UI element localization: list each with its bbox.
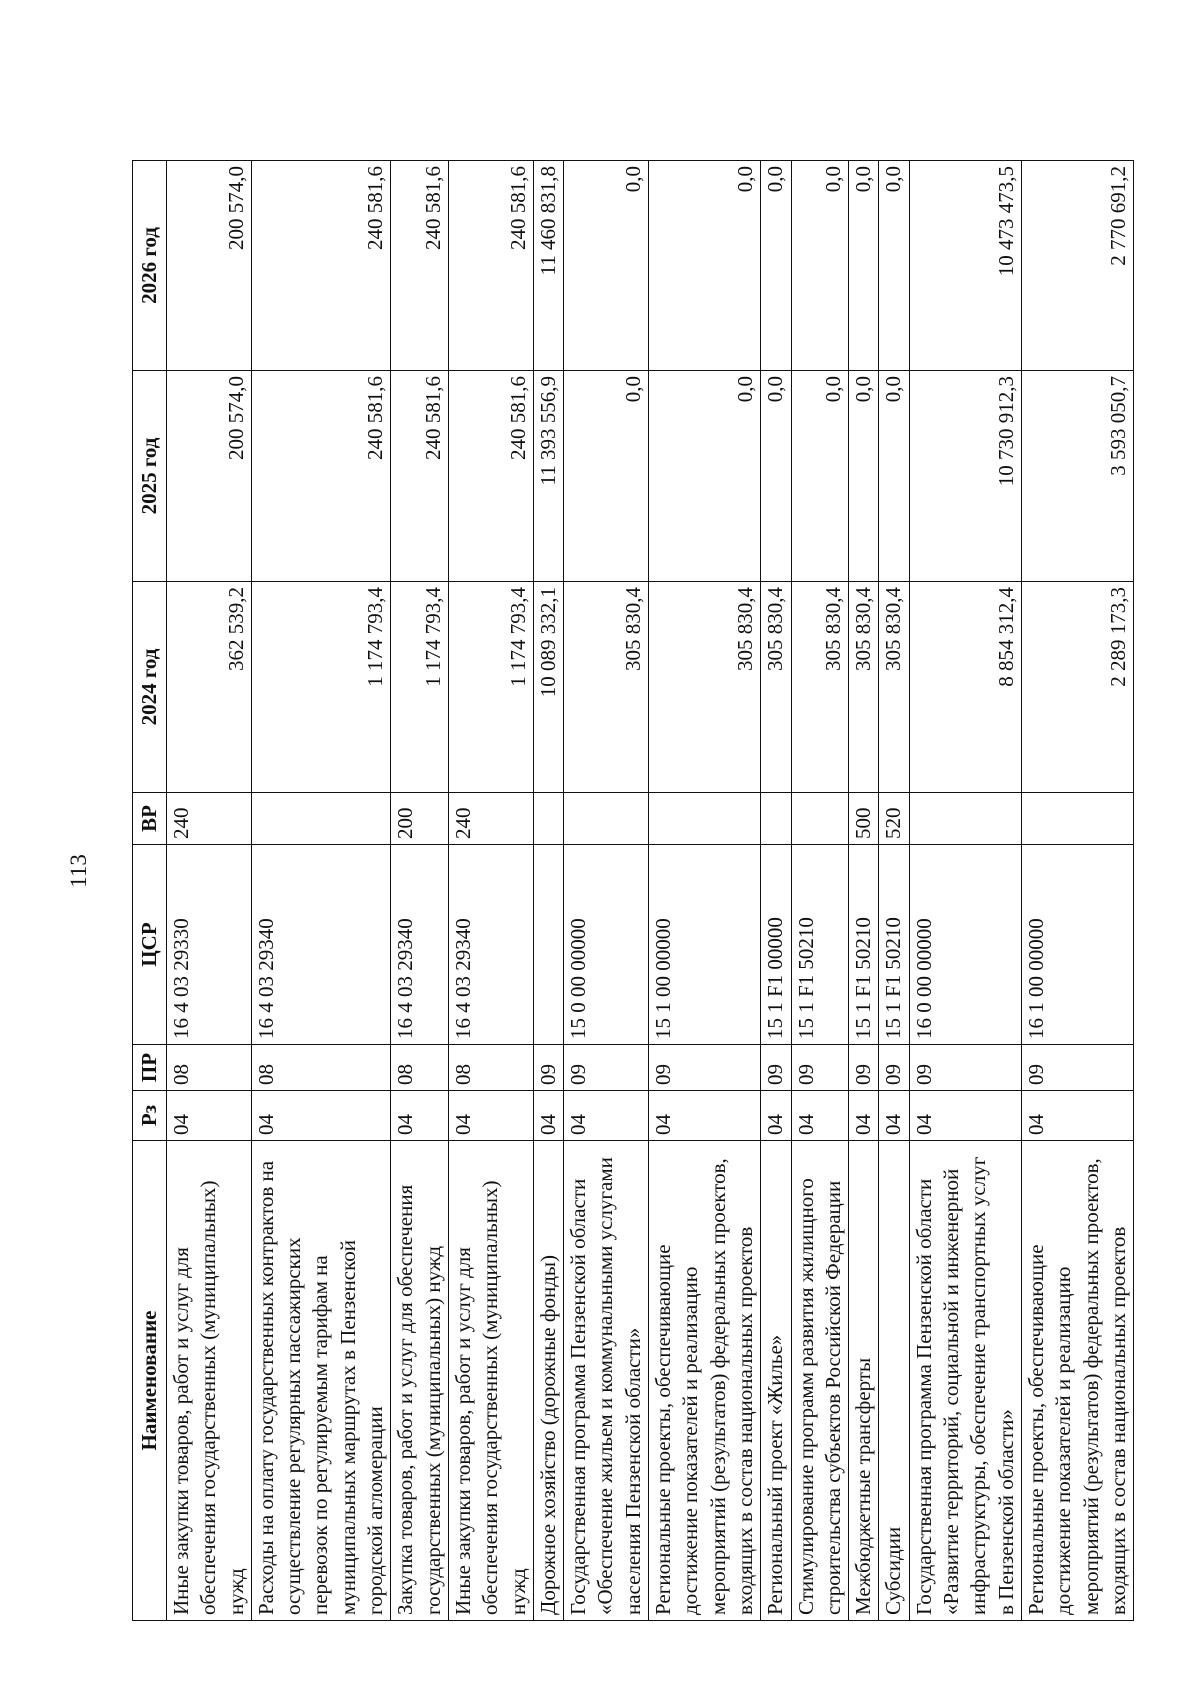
cell-vr: 240 <box>448 793 533 845</box>
table-row <box>251 161 390 1621</box>
page-number: 113 <box>65 854 91 888</box>
cell-name: Иные закупки товаров, работ и услуг для обеспечения государственных (муниципальных) нужд <box>167 1141 252 1621</box>
cell-y2024: 305 830,4 <box>564 582 649 793</box>
cell-y2025: 10 730 912,3 <box>909 371 1021 582</box>
cell-csr: 15 1 F1 00000 <box>761 845 791 1045</box>
cell-pr: 09 <box>909 1045 1021 1091</box>
cell-y2024: 305 830,4 <box>879 582 909 793</box>
cell-name: Государственная программа Пензенской области «Обеспечение жильем и коммунальными услугами населения Пензенской области» <box>564 1141 649 1621</box>
cell-pr: 09 <box>564 1045 649 1091</box>
cell-y2025: 240 581,6 <box>448 371 533 582</box>
cell-vr <box>909 793 1021 845</box>
cell-y2024: 8 854 312,4 <box>909 582 1021 793</box>
cell-y2025: 200 574,0 <box>167 371 252 582</box>
cell-rz: 04 <box>849 1091 879 1141</box>
cell-vr: 500 <box>849 793 879 845</box>
cell-vr: 200 <box>391 793 449 845</box>
cell-y2025: 11 393 556,9 <box>533 371 563 582</box>
cell-pr: 08 <box>251 1045 390 1091</box>
cell-name: Иные закупки товаров, работ и услуг для обеспечения государственных (муниципальных) нужд <box>448 1141 533 1621</box>
table-row <box>791 161 849 1621</box>
cell-name: Региональные проекты, обеспечивающие достижение показателей и реализацию мероприятий (результатов) федеральных проектов, входящих в состав национальных проектов <box>1021 1141 1133 1621</box>
cell-csr: 16 4 03 29340 <box>448 845 533 1045</box>
cell-vr <box>251 793 390 845</box>
cell-y2025: 0,0 <box>879 371 909 582</box>
cell-csr: 16 4 03 29340 <box>251 845 390 1045</box>
cell-csr: 16 4 03 29340 <box>391 845 449 1045</box>
header-2024: 2024 год <box>133 582 167 793</box>
cell-pr: 09 <box>791 1045 849 1091</box>
cell-y2025: 240 581,6 <box>251 371 390 582</box>
cell-pr: 09 <box>761 1045 791 1091</box>
cell-y2024: 1 174 793,4 <box>448 582 533 793</box>
cell-name: Государственная программа Пензенской области «Развитие территорий, социальной и инженерной инфраструктуры, обеспечение транспортных услуг в Пензенской области» <box>909 1141 1021 1621</box>
header-vr: ВР <box>133 793 167 845</box>
cell-y2024: 1 174 793,4 <box>391 582 449 793</box>
cell-name: Закупка товаров, работ и услуг для обеспечения государственных (муниципальных) нужд <box>391 1141 449 1621</box>
cell-csr: 16 1 00 00000 <box>1021 845 1133 1045</box>
header-2026: 2026 год <box>133 161 167 371</box>
cell-rz: 04 <box>761 1091 791 1141</box>
cell-y2024: 10 089 332,1 <box>533 582 563 793</box>
table-row <box>1021 161 1133 1621</box>
cell-csr: 16 0 00 00000 <box>909 845 1021 1045</box>
table-row <box>564 161 649 1621</box>
cell-y2025: 240 581,6 <box>391 371 449 582</box>
rotated-table-container <box>132 161 1130 1621</box>
cell-rz: 04 <box>533 1091 563 1141</box>
cell-name: Региональные проекты, обеспечивающие достижение показателей и реализацию мероприятий (результатов) федеральных проектов, входящих в состав национальных проектов <box>649 1141 761 1621</box>
header-rz: Рз <box>133 1091 167 1141</box>
cell-vr <box>649 793 761 845</box>
cell-pr: 09 <box>1021 1045 1133 1091</box>
cell-csr <box>533 845 563 1045</box>
cell-name: Региональный проект «Жилье» <box>761 1141 791 1621</box>
cell-vr <box>564 793 649 845</box>
cell-rz: 04 <box>909 1091 1021 1141</box>
table-row <box>849 161 879 1621</box>
cell-rz: 04 <box>791 1091 849 1141</box>
table-row <box>533 161 563 1621</box>
table-row <box>167 161 252 1621</box>
cell-y2026: 0,0 <box>649 161 761 371</box>
cell-csr: 15 1 F1 50210 <box>879 845 909 1045</box>
cell-y2026: 240 581,6 <box>448 161 533 371</box>
cell-y2024: 305 830,4 <box>849 582 879 793</box>
cell-y2026: 0,0 <box>849 161 879 371</box>
cell-y2024: 2 289 173,3 <box>1021 582 1133 793</box>
cell-rz: 04 <box>564 1091 649 1141</box>
cell-pr: 08 <box>391 1045 449 1091</box>
cell-y2024: 305 830,4 <box>791 582 849 793</box>
cell-name: Межбюджетные трансферты <box>849 1141 879 1621</box>
cell-csr: 15 1 00 00000 <box>649 845 761 1045</box>
cell-y2026: 240 581,6 <box>251 161 390 371</box>
cell-y2025: 3 593 050,7 <box>1021 371 1133 582</box>
cell-rz: 04 <box>649 1091 761 1141</box>
cell-y2024: 362 539,2 <box>167 582 252 793</box>
cell-y2025: 0,0 <box>649 371 761 582</box>
cell-y2026: 0,0 <box>791 161 849 371</box>
header-2025: 2025 год <box>133 371 167 582</box>
table-row <box>909 161 1021 1621</box>
table-body <box>167 161 1134 1621</box>
cell-rz: 04 <box>251 1091 390 1141</box>
budget-table <box>132 160 1134 1621</box>
cell-vr <box>1021 793 1133 845</box>
cell-rz: 04 <box>167 1091 252 1141</box>
cell-rz: 04 <box>879 1091 909 1141</box>
cell-csr: 15 1 F1 50210 <box>849 845 879 1045</box>
cell-name: Дорожное хозяйство (дорожные фонды) <box>533 1141 563 1621</box>
cell-csr: 15 1 F1 50210 <box>791 845 849 1045</box>
cell-y2026: 2 770 691,2 <box>1021 161 1133 371</box>
cell-y2025: 0,0 <box>849 371 879 582</box>
cell-vr: 520 <box>879 793 909 845</box>
cell-y2026: 10 473 473,5 <box>909 161 1021 371</box>
cell-y2025: 0,0 <box>564 371 649 582</box>
table-row <box>448 161 533 1621</box>
cell-y2026: 200 574,0 <box>167 161 252 371</box>
cell-rz: 04 <box>448 1091 533 1141</box>
cell-pr: 09 <box>879 1045 909 1091</box>
table-row <box>761 161 791 1621</box>
cell-pr: 09 <box>849 1045 879 1091</box>
cell-y2024: 1 174 793,4 <box>251 582 390 793</box>
cell-name: Расходы на оплату государственных контрактов на осуществление регулярных пассажирских перевозок по регулируемым тарифам на муниципальных маршрутах в Пензенской городской агломерации <box>251 1141 390 1621</box>
header-name: Наименование <box>133 1141 167 1621</box>
cell-y2026: 240 581,6 <box>391 161 449 371</box>
table-row <box>649 161 761 1621</box>
cell-rz: 04 <box>391 1091 449 1141</box>
cell-pr: 08 <box>167 1045 252 1091</box>
cell-pr: 09 <box>649 1045 761 1091</box>
table-row <box>391 161 449 1621</box>
table-row <box>879 161 909 1621</box>
cell-vr <box>791 793 849 845</box>
header-csr: ЦСР <box>133 845 167 1045</box>
cell-vr: 240 <box>167 793 252 845</box>
cell-name: Субсидии <box>879 1141 909 1621</box>
cell-rz: 04 <box>1021 1091 1133 1141</box>
cell-y2024: 305 830,4 <box>761 582 791 793</box>
header-pr: ПР <box>133 1045 167 1091</box>
cell-csr: 16 4 03 29330 <box>167 845 252 1045</box>
cell-y2026: 0,0 <box>564 161 649 371</box>
cell-y2026: 0,0 <box>879 161 909 371</box>
cell-y2025: 0,0 <box>761 371 791 582</box>
table-header-row <box>133 161 167 1621</box>
cell-pr: 08 <box>448 1045 533 1091</box>
cell-y2026: 0,0 <box>761 161 791 371</box>
cell-y2024: 305 830,4 <box>649 582 761 793</box>
cell-vr <box>533 793 563 845</box>
cell-pr: 09 <box>533 1045 563 1091</box>
cell-vr <box>761 793 791 845</box>
cell-y2026: 11 460 831,8 <box>533 161 563 371</box>
cell-name: Стимулирование программ развития жилищного строительства субъектов Российской Федерации <box>791 1141 849 1621</box>
cell-y2025: 0,0 <box>791 371 849 582</box>
cell-csr: 15 0 00 00000 <box>564 845 649 1045</box>
